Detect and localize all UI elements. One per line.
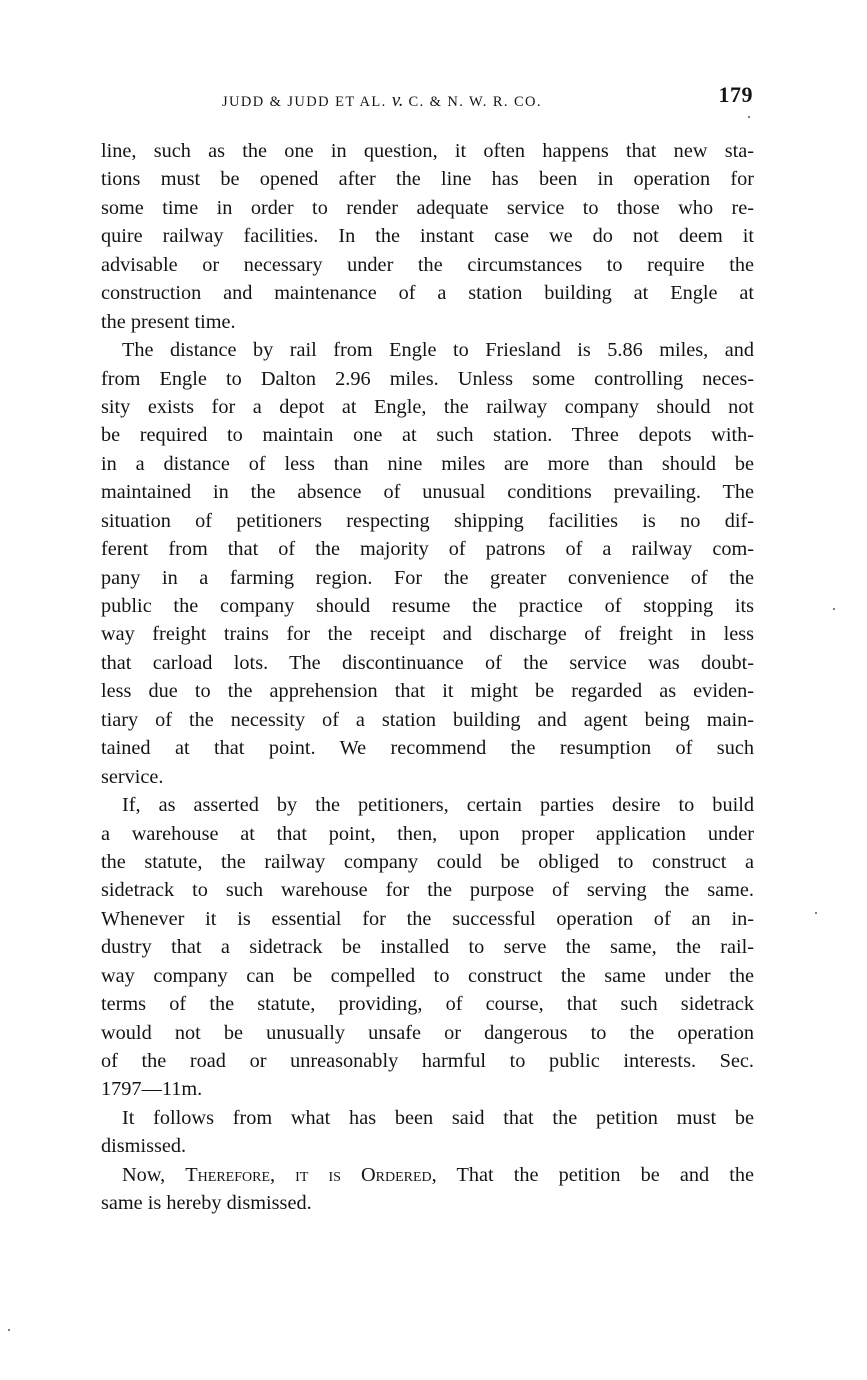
running-title-part2: C. & N. W. R. CO.	[403, 94, 542, 110]
text-line: less due to the apprehension that it might be regarded as eviden-	[101, 680, 754, 703]
text-line: It follows from what has been said that the petition must be	[122, 1106, 754, 1129]
text-line: in a distance of less than nine miles are more than should be	[101, 452, 754, 475]
text-line: service.	[101, 765, 164, 788]
order-line	[101, 1161, 754, 1189]
order-line: same is hereby dismissed.	[101, 1192, 312, 1215]
text-line: the statute, the railway company could be obliged to construct a	[101, 850, 754, 873]
text-line: some time in order to render adequate service to those who re-	[101, 196, 754, 219]
running-title-part1: JUDD & JUDD ET AL.	[222, 94, 392, 110]
running-title-versus: v.	[391, 90, 404, 111]
text-line: dustry that a sidetrack be installed to serve the same, the rail-	[101, 936, 754, 959]
text-line: 1797—11m.	[101, 1078, 203, 1101]
text-line: If, as asserted by the petitioners, certain parties desire to build	[122, 794, 754, 817]
paper-speck	[748, 116, 750, 118]
page-number: 179	[718, 82, 753, 107]
paragraph-4	[101, 1104, 754, 1161]
text-line: situation of petitioners respecting shipping facilities is no dif-	[101, 509, 754, 532]
text-line: pany in a farming region. For the greater convenience of the	[101, 566, 754, 589]
text-line: line, such as the one in question, it often happens that new sta-	[101, 140, 754, 162]
text-line: sidetrack to such warehouse for the purpose of serving the same.	[101, 879, 754, 902]
text-line: a warehouse at that point, then, upon proper application under	[101, 822, 754, 845]
text-line: the present time.	[101, 310, 236, 333]
paragraph-3	[101, 791, 754, 1104]
text-line: terms of the statute, providing, of course, that such sidetrack	[101, 993, 754, 1016]
paragraph-2	[101, 336, 754, 791]
text-line: tiary of the necessity of a station building and agent being main-	[101, 708, 754, 731]
order-paragraph	[101, 1161, 754, 1218]
text-line: sity exists for a depot at Engle, the railway company should not	[101, 395, 754, 418]
text-line: would not be unusually unsafe or dangerous to the operation	[101, 1021, 754, 1044]
text-line: maintained in the absence of unusual conditions prevailing. The	[101, 481, 754, 504]
running-head	[100, 82, 755, 114]
text-line: of the road or unreasonably harmful to public interests. Sec.	[101, 1050, 754, 1072]
text-line: way company can be compelled to construct the same under the	[101, 964, 754, 987]
text-line: construction and maintenance of a station building at Engle at	[101, 282, 754, 305]
text-line: that carload lots. The discontinuance of the service was doubt-	[101, 651, 754, 674]
text-line: Whenever it is essential for the successful operation of an in-	[101, 907, 754, 930]
text-line: ferent from that of the majority of patrons of a railway com-	[101, 538, 754, 561]
paper-speck	[815, 912, 817, 914]
text-line: tained at that point. We recommend the resumption of such	[101, 737, 754, 760]
order-formula: Therefore, it is Ordered,	[185, 1163, 437, 1186]
order-line-start: Now,	[122, 1163, 186, 1186]
body-text	[101, 137, 754, 1218]
running-title	[222, 90, 542, 112]
paragraph-1	[101, 137, 754, 336]
text-line: from Engle to Dalton 2.96 miles. Unless some controlling neces-	[101, 367, 754, 390]
text-line: dismissed.	[101, 1135, 187, 1158]
text-line: be required to maintain one at such station. Three depots with-	[101, 424, 754, 447]
text-line: way freight trains for the receipt and discharge of freight in less	[101, 623, 754, 646]
text-line: tions must be opened after the line has been in operation for	[101, 168, 754, 191]
text-line: quire railway facilities. In the instant case we do not deem it	[101, 225, 754, 248]
text-line: public the company should resume the practice of stopping its	[101, 595, 754, 617]
order-line-end: That the petition be and the	[436, 1163, 755, 1186]
paper-speck	[833, 608, 835, 610]
paper-speck	[8, 1329, 10, 1331]
text-line: advisable or necessary under the circumstances to require the	[101, 253, 754, 276]
text-line: The distance by rail from Engle to Friesland is 5.86 miles, and	[122, 339, 754, 362]
